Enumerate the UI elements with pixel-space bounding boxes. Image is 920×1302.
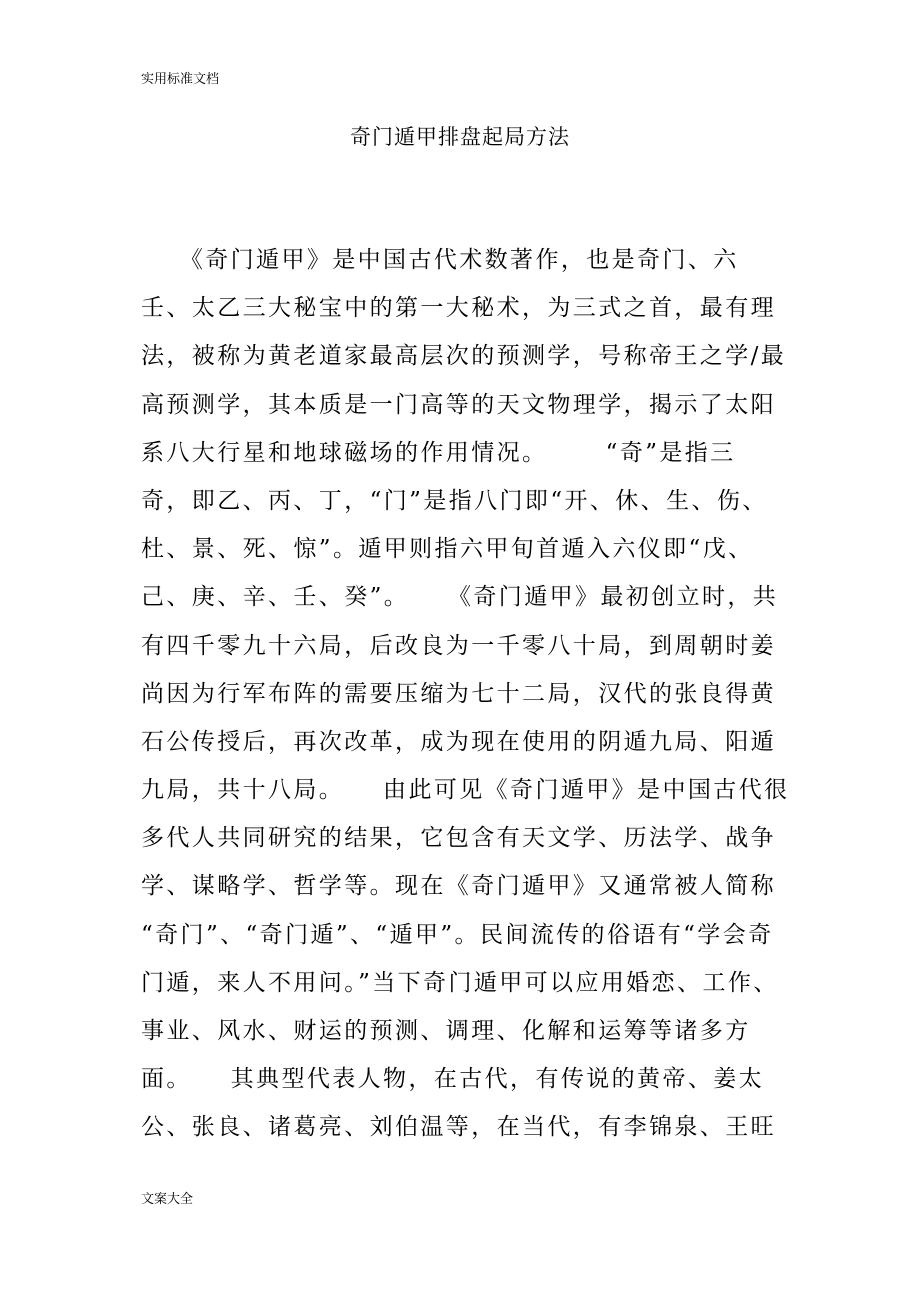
text-line: 石公传授后，再次改革，成为现在使用的阴遁九局、阳遁 xyxy=(141,728,776,755)
text-line: 学、谋略学、哲学等。现在《奇门遁甲》又通常被人简称 xyxy=(141,873,776,900)
text-line: 奇，即乙、丙、丁，“门”是指八门即“开、休、生、伤、 xyxy=(141,487,768,514)
body-text xyxy=(141,236,790,1152)
text-line: 面。 其典型代表人物，在古代，有传说的黄帝、姜太 xyxy=(141,1066,765,1093)
text-line: 己、庚、辛、壬、癸”。 《奇门遁甲》最初创立时，共 xyxy=(141,584,779,611)
text-line: 九局，共十八局。 由此可见《奇门遁甲》是中国古代很 xyxy=(141,777,790,804)
text-line: 壬、太乙三大秘宝中的第一大秘术，为三式之首，最有理 xyxy=(141,295,776,322)
text-line: 尚因为行军布阵的需要压缩为七十二局，汉代的张良得黄 xyxy=(141,680,776,707)
text-line: 《奇门遁甲》是中国古代术数著作，也是奇门、六 xyxy=(141,247,739,273)
text-line: “奇门”、“奇门遁”、“遁甲”。民间流传的俗语有“学会奇 xyxy=(141,921,774,948)
page-header-label: 实用标准文档 xyxy=(141,72,220,87)
page-footer-label: 文案大全 xyxy=(141,1192,194,1207)
text-line: 高预测学，其本质是一门高等的天文物理学，揭示了太阳 xyxy=(141,391,776,418)
text-line: 系八大行星和地球磁场的作用情况。 “奇”是指三 xyxy=(141,439,736,466)
text-line: 杜、景、死、惊”。遁甲则指六甲旬首遁入六仪即“戊、 xyxy=(141,536,754,563)
document-title: 奇门遁甲排盘起局方法 xyxy=(350,125,570,149)
text-line: 门遁，来人不用问。”当下奇门遁甲可以应用婚恋、工作、 xyxy=(141,969,779,996)
text-line: 公、张良、诸葛亮、刘伯温等，在当代，有李锦泉、王旺 xyxy=(141,1114,776,1141)
text-line: 法，被称为黄老道家最高层次的预测学，号称帝王之学/最 xyxy=(141,343,787,370)
text-line: 多代人共同研究的结果，它包含有天文学、历法学、战争 xyxy=(141,825,776,852)
text-line: 有四千零九十六局，后改良为一千零八十局，到周朝时姜 xyxy=(141,632,776,659)
text-line: 事业、风水、财运的预测、调理、化解和运筹等诸多方 xyxy=(141,1018,751,1044)
